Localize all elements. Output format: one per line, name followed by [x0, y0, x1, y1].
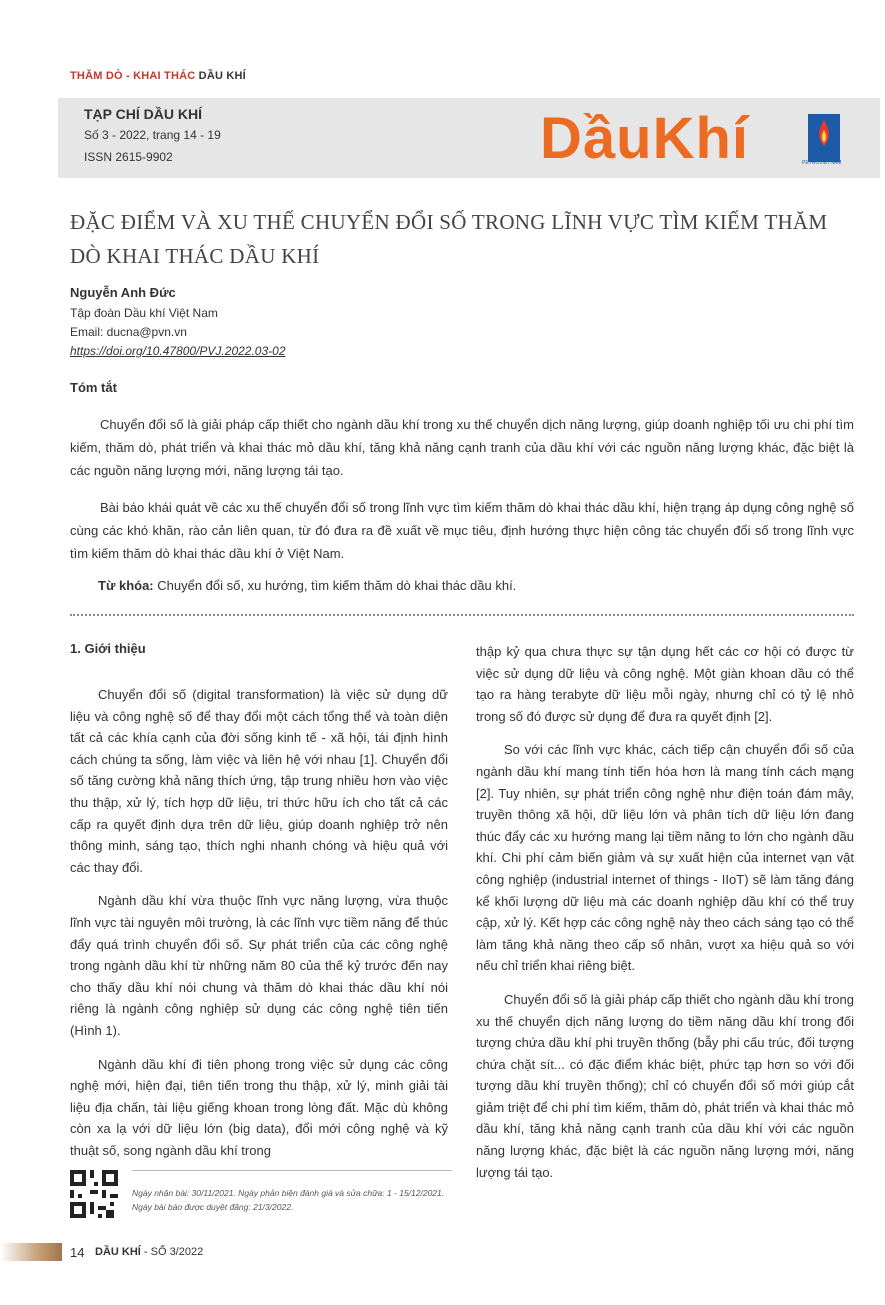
right-column: [476, 641, 854, 1195]
author-name: Nguyễn Anh Đức: [70, 285, 176, 300]
body-paragraph: Ngành dầu khí vừa thuộc lĩnh vực năng lượng, vừa thuộc lĩnh vực tài nguyên môi trường, là các lĩnh vực tiềm năng để thúc đẩy quá trình chuyển đổi số. Sự phát triển của các công nghệ trong ngành dầu khí từ những năm 80 của thế kỷ trước đến nay cho thấy dầu khí nói chung và thăm dò khai thác dầu khí nói riêng là ngành công nghiệp sử dụng các công nghệ tiên tiến (Hình 1).: [70, 893, 448, 1038]
body-paragraph: Ngành dầu khí đi tiên phong trong việc sử dụng các công nghệ mới, hiện đại, tiên tiến trong thu thập, xử lý, minh giải tài liệu địa chấn, tài liệu giếng khoan trong lòng đất. Mặc dù không còn xa lạ với dữ liệu lớn (big data), đổi mới công nghệ và kỹ thuật số, song ngành dầu khí trong: [70, 1056, 448, 1158]
section-label-part2: DẦU KHÍ: [198, 70, 246, 82]
article-title: ĐẶC ĐIỂM VÀ XU THẾ CHUYỂN ĐỔI SỐ TRONG LĨNH VỰC TÌM KIẾM THĂM DÒ KHAI THÁC DẦU KHÍ: [70, 210, 828, 268]
petrovietnam-emblem-icon: [808, 114, 840, 162]
abstract-paragraph: Chuyển đổi số là giải pháp cấp thiết cho ngành dầu khí trong xu thế chuyển dịch năng lượng, giúp doanh nghiệp tối ưu chi phí tìm kiếm, thăm dò, phát triển và khai thác mỏ dầu khí, tăng khả năng cạnh tranh của dầu khí với các nguồn năng lượng khác, đặc biệt là các nguồn năng lượng mới, năng lượng tái tạo.: [70, 417, 854, 478]
body-paragraph: Chuyển đổi số là giải pháp cấp thiết cho ngành dầu khí trong xu thế chuyển dịch năng lượng do tiềm năng dầu khí trong đối tượng chứa dầu khí phi truyền thống (bẫy phi cấu trúc, đối tượng chứa chặt sít... có đặc điểm khác biệt, phức tạp hơn so với đối tượng dầu khí truyền thống); chỉ có chuyển đổi số mới giúp cắt giảm triệt để chi phí tìm kiếm, thăm dò, phát triển và khai thác mỏ dầu khí, tăng khả năng cạnh tranh của dầu khí với các nguồn năng lượng khác, đặc biệt là các nguồn năng lượng mới, năng lượng tái tạo.: [476, 991, 854, 1180]
journal-issn: ISSN 2615-9902: [84, 150, 173, 164]
page-number: 14: [70, 1245, 85, 1260]
journal-logo: DầuKhí: [540, 106, 749, 171]
left-column: [70, 684, 448, 1173]
journal-issue: Số 3 - 2022, trang 14 - 19: [84, 128, 221, 142]
abstract-paragraph: Bài báo khái quát về các xu thế chuyển đổi số trong lĩnh vực tìm kiếm thăm dò khai thác dầu khí, hiện trạng áp dụng công nghệ số cùng các khó khăn, rào cản liên quan, từ đó đưa ra đề xuất về mục tiêu, định hướng thực hiện công tác chuyển đổi số trong lĩnh vực tìm kiếm thăm dò khai thác dầu khí ở Việt Nam.: [70, 500, 854, 561]
section-label: [70, 70, 246, 82]
footer-journal: [95, 1246, 203, 1258]
section-label-part1: THĂM DÒ - KHAI THÁC: [70, 70, 196, 82]
abstract-heading: Tóm tắt: [70, 380, 117, 395]
section-divider: [70, 614, 854, 616]
emblem-text: PETROVIETNAM: [802, 160, 842, 166]
keywords-text: Chuyển đổi số, xu hướng, tìm kiếm thăm dò khai thác dầu khí.: [157, 578, 517, 593]
intro-heading: 1. Giới thiệu: [70, 641, 146, 656]
doi-link[interactable]: https://doi.org/10.47800/PVJ.2022.03-02: [70, 344, 286, 358]
received-date-note: Ngày nhận bài: 30/11/2021. Ngày phản biện đánh giá và sửa chữa: 1 - 15/12/2021.: [132, 1188, 445, 1198]
notes-divider: [132, 1170, 452, 1171]
author-affiliation: Tập đoàn Dầu khí Việt Nam: [70, 306, 218, 320]
footer-issue: - SỐ 3/2022: [140, 1246, 204, 1258]
body-paragraph: thập kỷ qua chưa thực sự tận dụng hết các cơ hội có được từ việc sử dụng dữ liệu và công nghệ. Một giàn khoan dầu có thể tạo ra hàng terabyte dữ liệu mỗi ngày, nhưng chỉ có tỷ lệ nhỏ trong số đó được sử dụng để đưa ra quyết định [2].: [476, 644, 854, 724]
body-paragraph: Chuyển đổi số (digital transformation) là việc sử dụng dữ liệu và công nghệ số để thay đổi một cách tổng thể và toàn diện tất cả các khía cạnh của đời sống kinh tế - xã hội, tái định hình cách chúng ta sống, làm việc và liên hệ với nhau [1]. Chuyển đổi số tăng cường khả năng thích ứng, tập trung nhiều hơn vào việc thu thập, xử lý, tích hợp dữ liệu, trí thức hữu ích cho tất cả các cấp ra quyết định dựa trên dữ liệu, giúp doanh nghiệp trở nên thông minh, sáng tạo, thích nghi nhanh chóng và hiệu quả với các thay đổi.: [70, 687, 448, 875]
footer-journal-name: DẦU KHÍ: [95, 1246, 141, 1258]
keywords: [98, 578, 516, 593]
body-paragraph: So với các lĩnh vực khác, cách tiếp cận chuyển đổi số của ngành dầu khí mang tính tiến hóa hơn là mang tính cách mạng [2]. Tuy nhiên, sự phát triển công nghệ như điện toán đám mây, truyền thông xã hội, dữ liệu lớn và phân tích dữ liệu lớn đang thúc đẩy các xu hướng mang lại tiềm năng to lớn cho ngành dầu khí. Chi phí cảm biến giảm và sự xuất hiện của internet vạn vật công nghiệp (industrial internet of things - IIoT) sẽ làm tăng đáng kể khối lượng dữ liệu mà các doanh nghiệp dầu khí có thể truy cập, xử lý. Kết hợp các công nghệ này theo cách sáng tạo có thể làm tăng khả năng theo cấp số nhân, vượt xa hiệu quả so với nếu chỉ triển khai riêng biệt.: [476, 742, 854, 974]
author-email: Email: ducna@pvn.vn: [70, 325, 187, 339]
footer-accent-bar: [0, 1243, 62, 1261]
keywords-label: Từ khóa:: [98, 578, 154, 593]
journal-name: TẠP CHÍ DẦU KHÍ: [84, 106, 202, 122]
qr-code-icon[interactable]: [70, 1170, 118, 1218]
accepted-date-note: Ngày bài báo được duyệt đăng: 21/3/2022.: [132, 1202, 294, 1212]
